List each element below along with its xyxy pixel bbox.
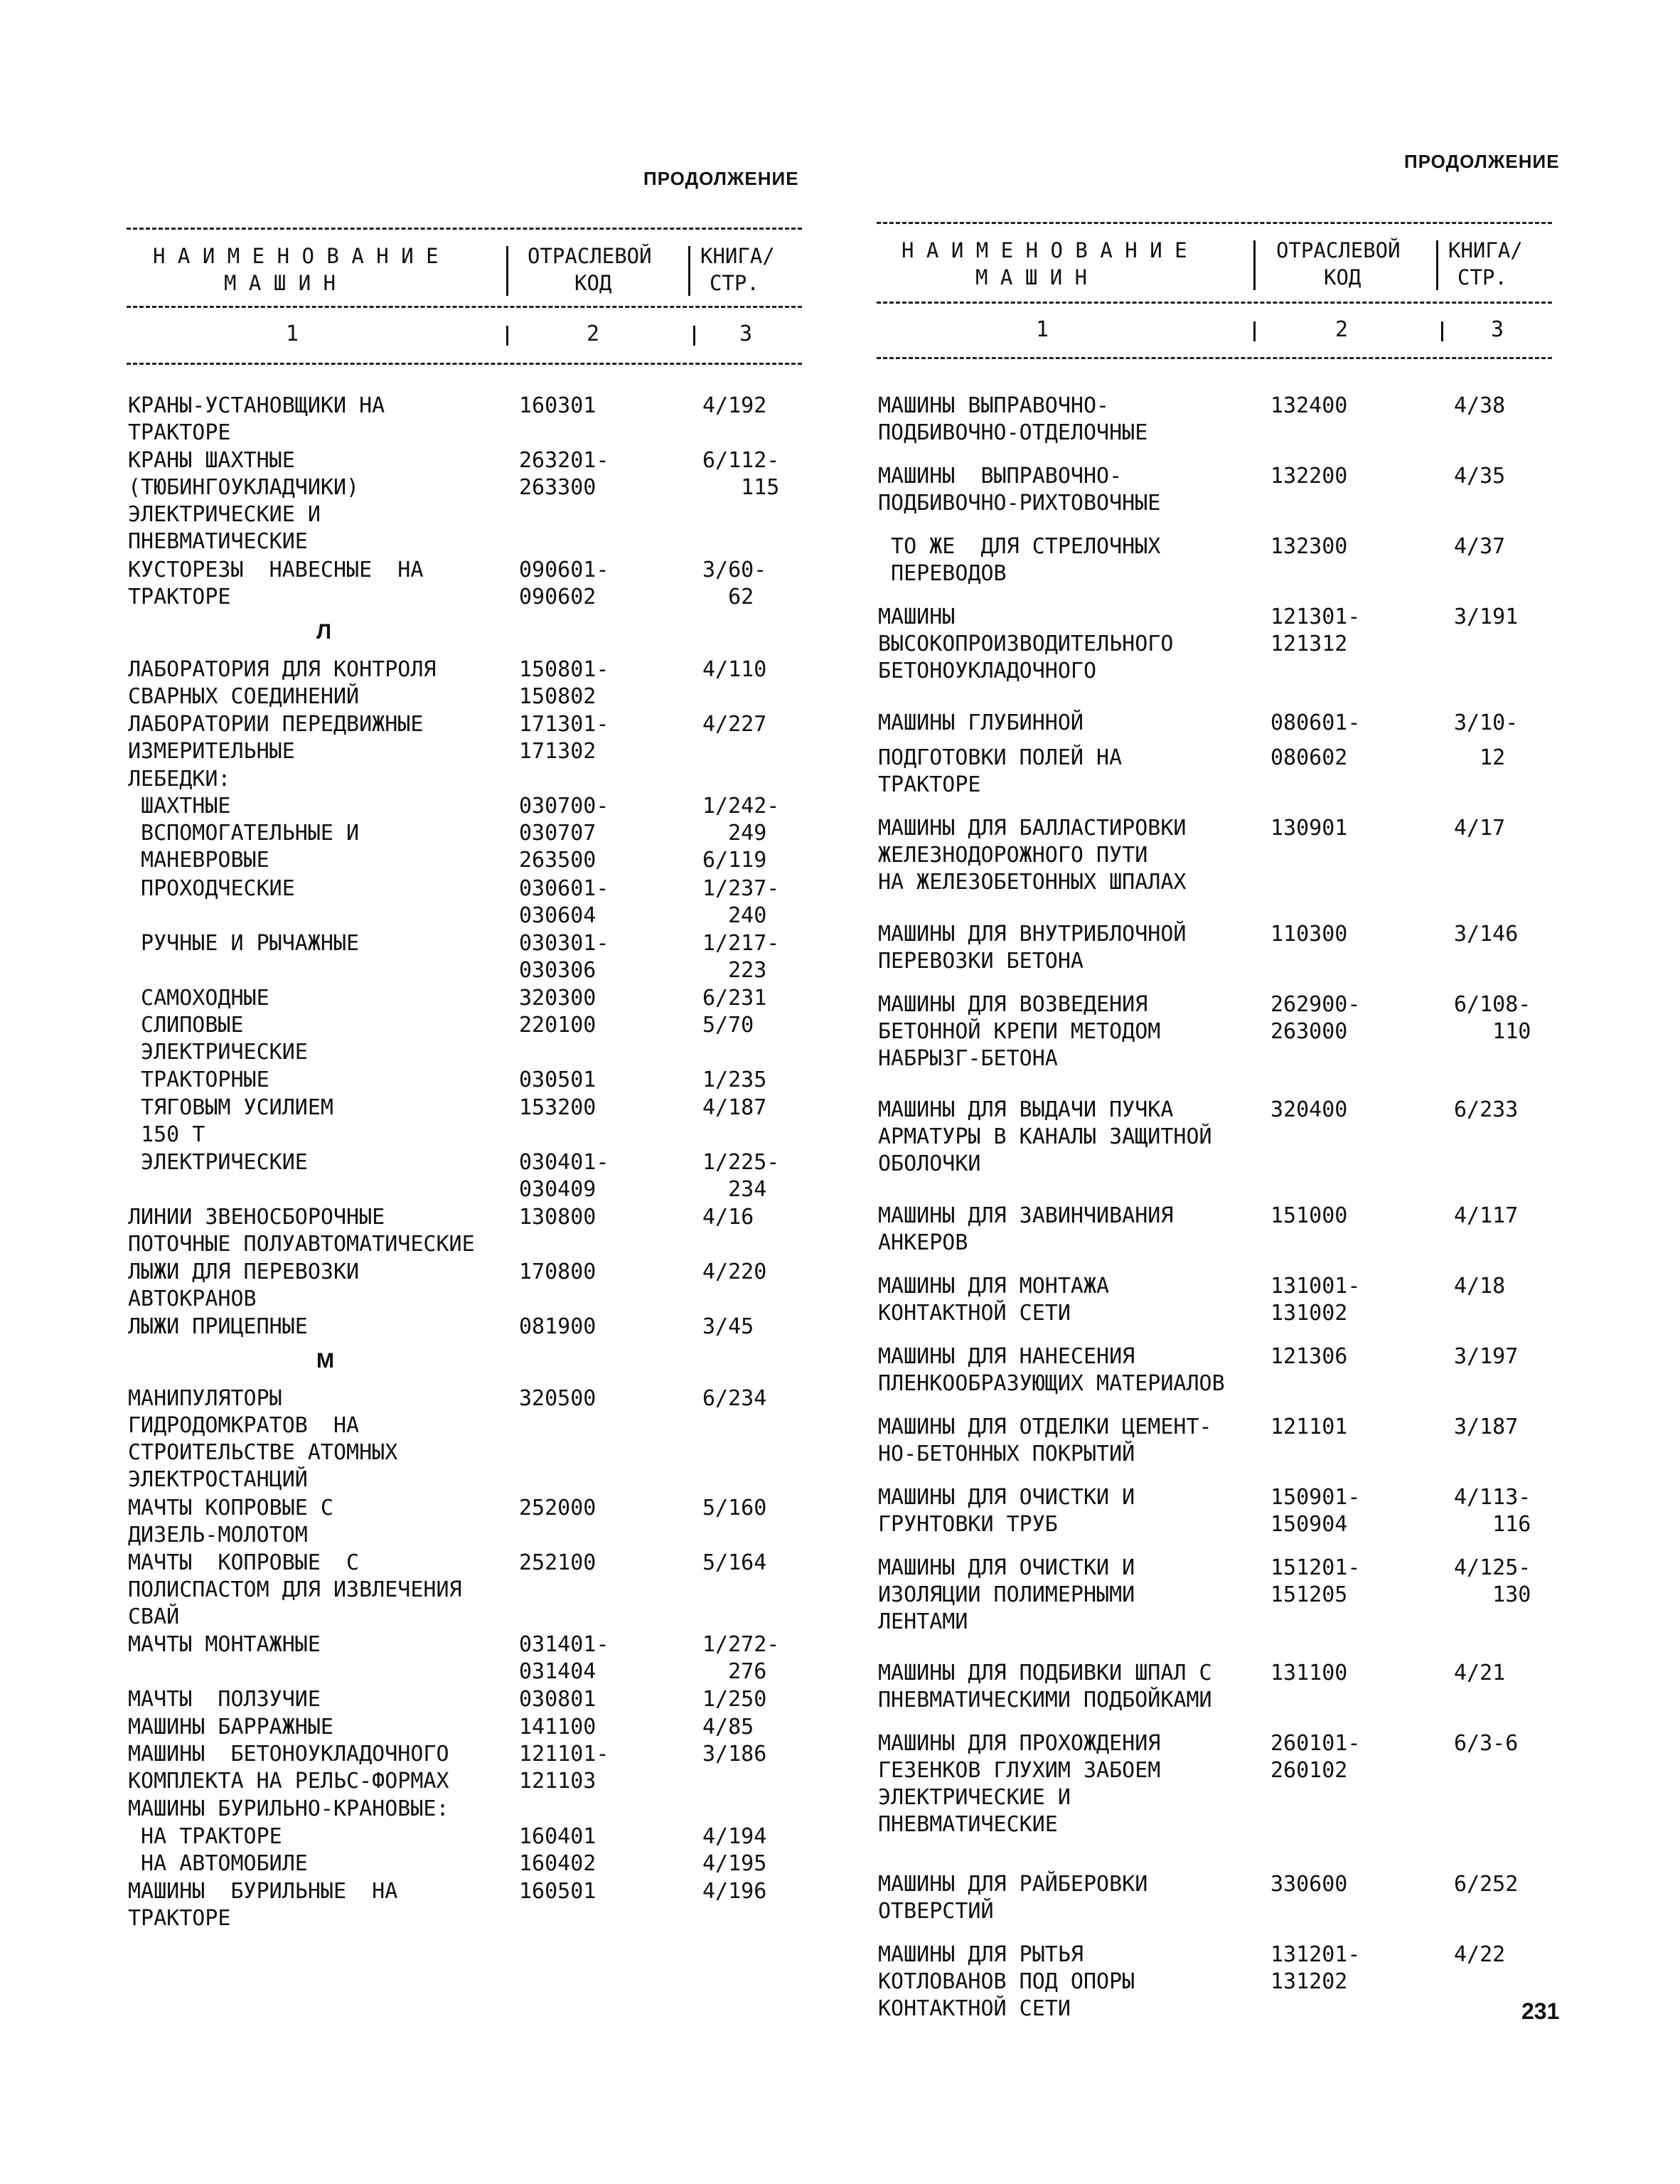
book-page: 4/195	[702, 1851, 767, 1876]
machine-name: МАШИНЫ ДЛЯ ОТДЕЛКИ ЦЕМЕНТ- НО-БЕТОННЫХ ПОКРЫТИЙ	[878, 1414, 1212, 1466]
header-book-right-2: СТР.	[1457, 265, 1507, 289]
industry-code: 320500	[519, 1385, 596, 1411]
machine-name: КРАНЫ ШАХТНЫЕ (ТЮБИНГОУКЛАДЧИКИ) ЭЛЕКТРИЧЕСКИЕ И ПНЕВМАТИЧЕСКИЕ	[128, 448, 360, 554]
table-row	[128, 1204, 803, 1259]
machine-name: ТРАКТОРНЫЕ	[128, 1067, 269, 1092]
table-row	[128, 1714, 803, 1742]
header-book-left-2: СТР.	[710, 271, 759, 295]
machine-name: МАЧТЫ КОПРОВЫЕ С ДИЗЕЛЬ-МОЛОТОМ	[128, 1495, 333, 1548]
machine-name: ТО ЖЕ ДЛЯ СТРЕЛОЧНЫХ ПЕРЕВОДОВ	[891, 534, 1161, 586]
book-page: 3/10-	[1454, 710, 1519, 735]
table-row	[878, 1484, 1553, 1555]
book-page: 4/17	[1454, 816, 1506, 841]
book-page: 4/110	[702, 656, 767, 682]
industry-code: 320400	[1270, 1097, 1348, 1122]
book-page: 4/35	[1454, 464, 1506, 489]
table-row	[128, 1094, 803, 1149]
industry-code: 151000	[1270, 1203, 1348, 1228]
machine-name: КРАНЫ-УСТАНОВЩИКИ НА ТРАКТОРЕ	[128, 393, 385, 445]
machine-name: МАНИПУЛЯТОРЫ ГИДРОДОМКРАТОВ НА СТРОИТЕЛЬСТВЕ АТОМНЫХ ЭЛЕКТРОСТАНЦИЙ	[128, 1385, 398, 1492]
book-page: 5/70	[702, 1013, 754, 1038]
machine-name: ЭЛЕКТРИЧЕСКИЕ	[128, 1149, 308, 1175]
machine-name: ЛАБОРАТОРИЯ ДЛЯ КОНТРОЛЯ СВАРНЫХ СОЕДИНЕНИЙ	[128, 656, 437, 709]
num-divider-left-a	[506, 326, 508, 346]
machine-name: ЛЕБЕДКИ:	[128, 766, 231, 792]
machine-name: МАШИНЫ ДЛЯ ПОДБИВКИ ШПАЛ С ПНЕВМАТИЧЕСКИМИ ПОДБОЙКАМИ	[878, 1661, 1212, 1712]
machine-name: МАШИНЫ ДЛЯ ВНУТРИБЛОЧНОЙ ПЕРЕВОЗКИ БЕТОНА	[878, 921, 1187, 974]
section-letter: М	[316, 1349, 334, 1373]
table-row	[128, 1823, 803, 1851]
table-row	[128, 985, 803, 1013]
num-divider-right-a	[1253, 321, 1256, 341]
header-divider-left-b	[688, 246, 690, 296]
machine-name: ПРОХОДЧЕСКИЕ	[128, 875, 295, 901]
industry-code: 220100	[519, 1013, 596, 1038]
machine-name: ТЯГОВЫМ УСИЛИЕМ 150 Т	[141, 1094, 333, 1147]
book-page: 1/235	[702, 1067, 767, 1092]
header-code-left-2: КОД	[574, 271, 612, 295]
industry-code: 030301- 030306	[519, 930, 609, 983]
machine-name: ПОДГОТОВКИ ПОЛЕЙ НА ТРАКТОРЕ	[878, 745, 1123, 797]
table-row	[128, 930, 803, 985]
header-name-left-2: М А Ш И Н	[224, 271, 336, 295]
machine-name: ЛЫЖИ ПРИЦЕПНЫЕ	[128, 1314, 308, 1339]
machine-name: МАШИНЫ ВЫПРАВОЧНО- ПОДБИВОЧНО-РИХТОВОЧНЫЕ	[878, 464, 1161, 516]
machine-name: МАШИНЫ ДЛЯ РАЙБЕРОВКИ ОТВЕРСТИЙ	[878, 1872, 1148, 1924]
book-page: 4/192	[702, 393, 767, 418]
header-code-left-1: ОТРАСЛЕВОЙ	[528, 244, 652, 268]
industry-code: 160401	[519, 1823, 596, 1849]
header-name-left-1: Н А И М Е Н О В А Н И Е	[153, 244, 439, 268]
machine-name: ЛЫЖИ ДЛЯ ПЕРЕВОЗКИ АВТОКРАНОВ	[128, 1259, 360, 1311]
industry-code: 132200	[1270, 464, 1348, 489]
machine-name: МАШИНЫ ДЛЯ НАНЕСЕНИЯ ПЛЕНКООБРАЗУЮЩИХ МАТЕРИАЛОВ	[878, 1343, 1225, 1396]
table-row	[128, 793, 803, 875]
table-row	[878, 1941, 1553, 2047]
header-divider-left-a	[506, 246, 508, 296]
machine-name: МАШИНЫ ДЛЯ ПРОХОЖДЕНИЯ ГЕЗЕНКОВ ГЛУХИМ ЗАБОЕМ ЭЛЕКТРИЧЕСКИЕ И ПНЕВМАТИЧЕСКИЕ	[878, 1731, 1161, 1837]
book-page: 3/187	[1454, 1414, 1519, 1439]
industry-code: 150901- 150904	[1270, 1484, 1361, 1537]
book-page: 4/194	[702, 1823, 767, 1849]
industry-code: 160501	[519, 1878, 596, 1904]
page-number: 231	[1521, 1998, 1560, 2024]
header-rule-mid-right	[877, 302, 1552, 304]
industry-code: 030501	[519, 1067, 596, 1092]
header-name-right-2: М А Ш И Н	[975, 265, 1088, 289]
table-row	[128, 557, 803, 612]
col-number-1-left: 1	[286, 321, 299, 346]
industry-code: 130901	[1270, 816, 1348, 841]
industry-code: 262900- 263000	[1270, 991, 1361, 1044]
industry-code: 131201- 131202	[1270, 1942, 1361, 1994]
industry-code: 141100	[519, 1714, 596, 1740]
industry-code: 170800	[519, 1259, 596, 1284]
machine-name: НА ТРАКТОРЕ	[128, 1823, 282, 1849]
table-row	[128, 656, 803, 711]
table-row	[128, 1259, 803, 1314]
industry-code: 131001- 131002	[1270, 1273, 1361, 1326]
num-divider-left-b	[693, 326, 695, 346]
book-page: 6/231	[702, 985, 767, 1011]
book-page: 1/217- 223	[702, 930, 780, 983]
industry-code: 030700- 030707 263500	[519, 794, 609, 873]
machine-name: МАШИНЫ ДЛЯ ВЫДАЧИ ПУЧКА АРМАТУРЫ В КАНАЛЫ ЗАЩИТНОЙ ОБОЛОЧКИ	[878, 1097, 1212, 1176]
industry-code: 030401- 030409	[519, 1149, 609, 1202]
industry-code: 121306	[1270, 1343, 1348, 1369]
machine-name: МАШИНЫ БЕТОНОУКЛАДОЧНОГО КОМПЛЕКТА НА РЕЛЬС-ФОРМАХ	[128, 1742, 449, 1794]
book-page: 4/117	[1454, 1203, 1519, 1228]
col-number-1-right: 1	[1036, 317, 1049, 342]
book-page: 4/85	[702, 1714, 754, 1740]
industry-code: 080601-	[1270, 710, 1361, 735]
machine-name: САМОХОДНЫЕ	[128, 985, 269, 1011]
table-row	[878, 921, 1553, 991]
industry-code: 110300	[1270, 921, 1348, 947]
table-row	[878, 1343, 1553, 1414]
industry-code: 132300	[1270, 534, 1348, 559]
table-row	[128, 1631, 803, 1686]
book-page: 4/38	[1454, 393, 1506, 418]
col-number-2-right: 2	[1335, 317, 1349, 342]
header-divider-right-a	[1253, 240, 1256, 290]
book-page: 4/16	[702, 1204, 754, 1230]
industry-code: 121301- 121312	[1270, 604, 1361, 656]
header-rule-bottom-right	[877, 357, 1552, 359]
industry-code: 030801	[519, 1687, 596, 1712]
industry-code: 081900	[519, 1314, 596, 1339]
machine-name: МАЧТЫ КОПРОВЫЕ С ПОЛИСПАСТОМ ДЛЯ ИЗВЛЕЧЕНИЯ СВАЙ	[128, 1550, 462, 1629]
table-row	[128, 1741, 803, 1796]
table-row	[878, 393, 1553, 463]
industry-code: 090601- 090602	[519, 558, 609, 609]
machine-name: МАШИНЫ ДЛЯ ВОЗВЕДЕНИЯ БЕТОННОЙ КРЕПИ МЕТОДОМ НАБРЫЗГ-БЕТОНА	[878, 991, 1161, 1071]
machine-name: МАШИНЫ ДЛЯ ОЧИСТКИ И ИЗОЛЯЦИИ ПОЛИМЕРНЫМИ ЛЕНТАМИ	[878, 1555, 1135, 1634]
machine-name: МАШИНЫ ВЫПРАВОЧНО- ПОДБИВОЧНО-ОТДЕЛОЧНЫЕ	[878, 393, 1148, 445]
book-page: 4/113- 116	[1454, 1484, 1531, 1537]
table-row	[878, 1097, 1553, 1203]
book-page: 3/45	[702, 1314, 754, 1339]
industry-code: 160301	[519, 393, 596, 418]
machine-name: МАШИНЫ ДЛЯ ОЧИСТКИ И ГРУНТОВКИ ТРУБ	[878, 1484, 1135, 1537]
book-page: 6/112- 115	[702, 448, 780, 500]
book-page: 3/146	[1454, 921, 1519, 947]
machine-name: РУЧНЫЕ И РЫЧАЖНЫЕ	[128, 930, 360, 956]
book-page: 1/242- 249 6/119	[702, 794, 780, 873]
machine-name: МАШИНЫ ВЫСОКОПРОИЗВОДИТЕЛЬНОГО БЕТОНОУКЛАДОЧНОГО	[878, 604, 1174, 683]
book-page: 1/250	[702, 1687, 767, 1712]
machine-name: МАЧТЫ ПОЛЗУЧИЕ	[128, 1687, 321, 1712]
book-page: 4/37	[1454, 534, 1506, 559]
continued-label-right: ПРОДОЛЖЕНИЕ	[1404, 151, 1560, 172]
industry-code: 252000	[519, 1495, 596, 1520]
industry-code: 171301- 171302	[519, 711, 609, 764]
table-row	[128, 1495, 803, 1550]
book-page: 4/196	[702, 1878, 767, 1904]
book-page: 1/237- 240	[702, 875, 780, 928]
table-row	[878, 1414, 1553, 1484]
header-book-right-1: КНИГА/	[1448, 238, 1523, 262]
book-page: 3/60- 62	[702, 558, 767, 609]
table-row	[878, 604, 1553, 710]
header-divider-right-b	[1436, 240, 1438, 290]
table-row	[128, 1796, 803, 1823]
machine-name: ЛИНИИ ЗВЕНОСБОРОЧНЫЕ ПОТОЧНЫЕ ПОЛУАВТОМАТИЧЕСКИЕ	[128, 1204, 475, 1257]
book-page: 4/125- 130	[1454, 1555, 1531, 1607]
machine-name: МАШИНЫ ДЛЯ РЫТЬЯ КОТЛОВАНОВ ПОД ОПОРЫ КОНТАКТНОЙ СЕТИ	[878, 1942, 1135, 2021]
table-row	[128, 1550, 803, 1632]
header-name-right-1: Н А И М Е Н О В А Н И Е	[901, 238, 1187, 262]
col-number-3-left: 3	[739, 321, 753, 346]
table-row	[878, 815, 1553, 921]
machine-name: СЛИПОВЫЕ ЭЛЕКТРИЧЕСКИЕ	[141, 1013, 308, 1065]
table-row	[128, 1850, 803, 1878]
table-row	[128, 1149, 803, 1204]
book-page: 4/187	[702, 1094, 767, 1120]
header-rule-mid-left	[127, 306, 802, 308]
industry-code: 151201- 151205	[1270, 1555, 1361, 1607]
section-letter: Л	[316, 620, 332, 644]
industry-code: 263201- 263300	[519, 448, 609, 500]
table-row	[878, 1871, 1553, 1941]
machine-name: МАШИНЫ ДЛЯ ЗАВИНЧИВАНИЯ АНКЕРОВ	[878, 1203, 1174, 1255]
industry-code: 150801- 150802	[519, 656, 609, 709]
machine-name: МАШИНЫ ДЛЯ БАЛЛАСТИРОВКИ ЖЕЛЕЗНОДОРОЖНОГО ПУТИ НА ЖЕЛЕЗОБЕТОННЫХ ШПАЛАХ	[878, 816, 1187, 895]
table-row	[128, 711, 803, 766]
table-row	[878, 1660, 1553, 1730]
header-book-left-1: КНИГА/	[700, 244, 775, 268]
book-page: 1/225- 234	[702, 1149, 780, 1202]
table-row	[128, 766, 803, 794]
industry-code: 121101- 121103	[519, 1742, 609, 1794]
industry-code: 320300	[519, 985, 596, 1011]
industry-code: 031401- 031404	[519, 1632, 609, 1684]
machine-name: ШАХТНЫЕ ВСПОМОГАТЕЛЬНЫЕ И МАНЕВРОВЫЕ	[141, 794, 360, 873]
machine-name: МАШИНЫ БУРИЛЬНЫЕ НА ТРАКТОРЕ	[128, 1878, 398, 1931]
table-row	[878, 1203, 1553, 1273]
book-page: 3/197	[1454, 1343, 1519, 1369]
book-page: 5/160	[702, 1495, 767, 1520]
book-page: 6/252	[1454, 1872, 1519, 1897]
book-page: 6/234	[702, 1385, 767, 1411]
col-number-3-right: 3	[1491, 317, 1504, 342]
continued-label-left: ПРОДОЛЖЕНИЕ	[643, 168, 799, 189]
industry-code: 130800	[519, 1204, 596, 1230]
industry-code: 330600	[1270, 1872, 1348, 1897]
num-divider-right-b	[1441, 321, 1443, 341]
header-code-right-1: ОТРАСЛЕВОЙ	[1276, 238, 1401, 262]
book-page: 6/108- 110	[1454, 991, 1531, 1044]
book-page: 5/164	[702, 1550, 767, 1575]
industry-code: 153200	[519, 1094, 596, 1120]
book-page: 4/21	[1454, 1661, 1506, 1685]
table-row	[878, 745, 1553, 815]
machine-name: НА АВТОМОБИЛЕ	[128, 1851, 308, 1876]
table-row	[128, 1314, 803, 1341]
book-page: 3/186	[702, 1742, 767, 1767]
machine-name: КУСТОРЕЗЫ НАВЕСНЫЕ НА ТРАКТОРЕ	[128, 558, 424, 609]
industry-code: 160402	[519, 1851, 596, 1876]
industry-code: 030601- 030604	[519, 875, 609, 928]
industry-code: 131100	[1270, 1661, 1348, 1685]
table-row	[128, 1385, 803, 1495]
book-page: 3/191	[1454, 604, 1519, 629]
machine-name: МАШИНЫ БАРРАЖНЫЕ	[128, 1714, 333, 1740]
table-row	[878, 533, 1553, 604]
book-page: 4/22	[1454, 1942, 1506, 1967]
header-rule-bottom-left	[127, 363, 802, 365]
book-page: 6/3-6	[1454, 1731, 1519, 1756]
book-page: 1/272- 276	[702, 1632, 780, 1684]
table-row	[878, 1273, 1553, 1343]
industry-code: 260101- 260102	[1270, 1731, 1361, 1783]
machine-name: МАШИНЫ БУРИЛЬНО-КРАНОВЫЕ:	[128, 1796, 449, 1821]
industry-code: 080602	[1270, 745, 1348, 770]
table-row	[878, 991, 1553, 1097]
industry-code: 252100	[519, 1550, 596, 1575]
industry-code: 121101	[1270, 1414, 1348, 1439]
col-number-2-left: 2	[587, 321, 600, 346]
book-page: 12	[1454, 745, 1506, 770]
book-page: 4/220	[702, 1259, 767, 1284]
table-row	[128, 1012, 803, 1067]
table-row	[128, 875, 803, 930]
table-row	[878, 463, 1553, 533]
header-code-right-2: КОД	[1324, 265, 1361, 289]
book-page: 4/227	[702, 711, 767, 737]
table-row	[878, 1555, 1553, 1661]
machine-name: МАЧТЫ МОНТАЖНЫЕ	[128, 1632, 321, 1657]
table-row	[128, 447, 803, 557]
machine-name: МАШИНЫ ДЛЯ МОНТАЖА КОНТАКТНОЙ СЕТИ	[878, 1273, 1110, 1326]
table-row	[128, 1878, 803, 1933]
machine-name: ЛАБОРАТОРИИ ПЕРЕДВИЖНЫЕ ИЗМЕРИТЕЛЬНЫЕ	[128, 711, 424, 764]
table-row	[878, 710, 1553, 745]
table-row	[128, 1067, 803, 1094]
machine-name: МАШИНЫ ГЛУБИННОЙ	[878, 710, 1084, 735]
header-rule-top-right	[877, 222, 1552, 224]
book-page: 6/233	[1454, 1097, 1519, 1122]
book-page: 4/18	[1454, 1273, 1506, 1299]
table-row	[128, 1686, 803, 1714]
industry-code: 132400	[1270, 393, 1348, 418]
header-rule-top-left	[127, 228, 802, 230]
table-row	[128, 393, 803, 447]
table-row	[878, 1730, 1553, 1871]
